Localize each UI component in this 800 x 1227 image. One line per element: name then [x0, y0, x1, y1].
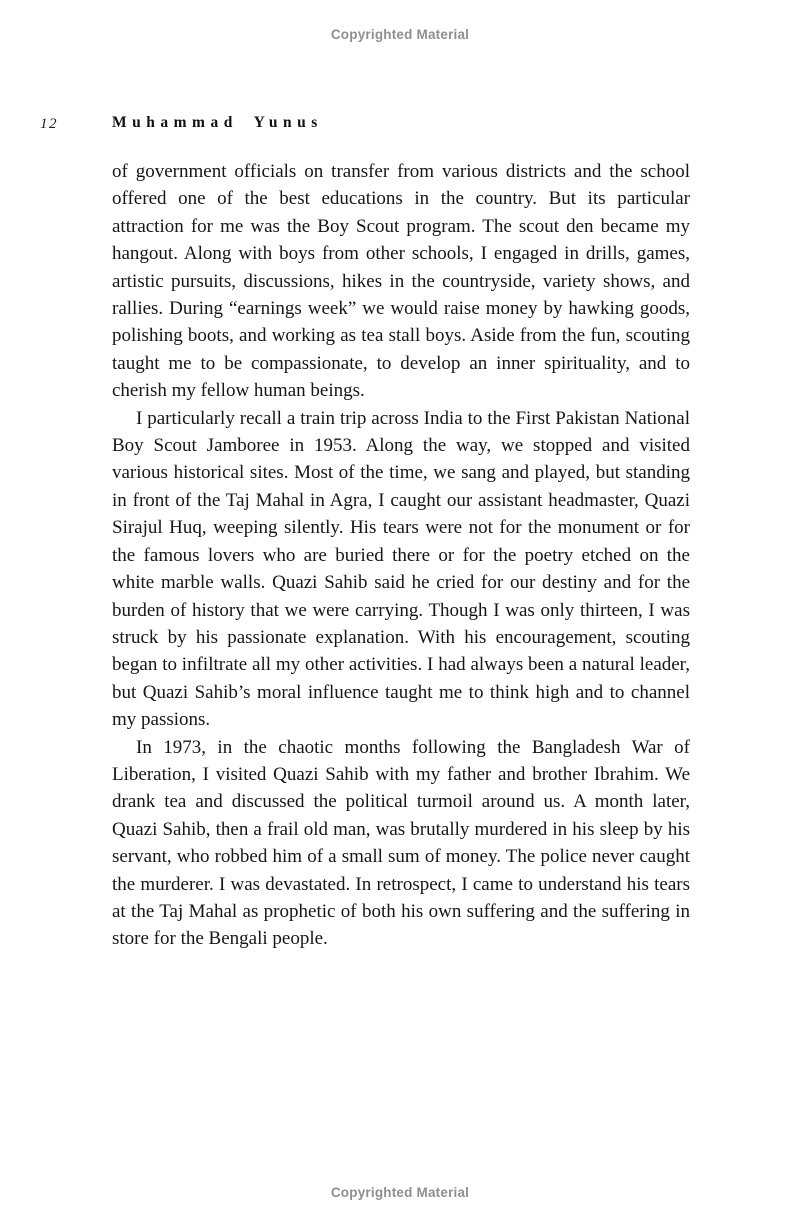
paragraph-1: of government officials on transfer from various districts and the school offered one of the best educations in the country. But its particular attraction for me was the Boy Scout program. The scout den became my hangout. Along with boys from other schools, I engaged in drills, games, artistic pursuits, discussions, hikes in the countryside, variety shows, and rallies. During “earnings week” we would raise money by hawking goods, polishing boots, and working as tea stall boys. Aside from the fun, scouting taught me to be compassionate, to develop an inner spirituality, and to cherish my fellow human beings. — [112, 161, 690, 402]
copyright-notice-bottom: Copyrighted Material — [330, 1185, 470, 1200]
running-header-author: Muhammad Yunus — [112, 114, 323, 131]
copyright-notice-top: Copyrighted Material — [330, 27, 470, 42]
body-text-block — [112, 158, 690, 953]
paragraph-2: I particularly recall a train trip across India to the First Pakistan National Boy Scout Jamboree in 1953. Along the way, we stopped and visited various historical sites. Most of the time, we sang and played, but standing in front of the Taj Mahal in Agra, I caught our assistant headmaster, Quazi Sirajul Huq, weeping silently. His tears were not for the monument or for the famous lovers who are buried there or for the poetry etched on the white marble walls. Quazi Sahib said he cried for our destiny and for the burden of history that we were carrying. Though I was only thirteen, I was struck by his passionate explanation. With his encouragement, scouting began to infiltrate all my other activities. I had always been a natural leader, but Quazi Sahib’s moral influence taught me to think high and to channel my passions. — [112, 407, 690, 731]
paragraph-3: In 1973, in the chaotic months following the Bangladesh War of Liberation, I visited Quazi Sahib with my father and brother Ibrahim. We drank tea and discussed the political turmoil around us. A month later, Quazi Sahib, then a frail old man, was brutally murdered in his sleep by his servant, who robbed him of a small sum of money. The police never caught the murderer. I was devastated. In retrospect, I came to understand his tears at the Taj Mahal as prophetic of both his own suffering and the suffering in store for the Bengali people. — [112, 736, 690, 950]
page-number: 12 — [40, 116, 58, 132]
